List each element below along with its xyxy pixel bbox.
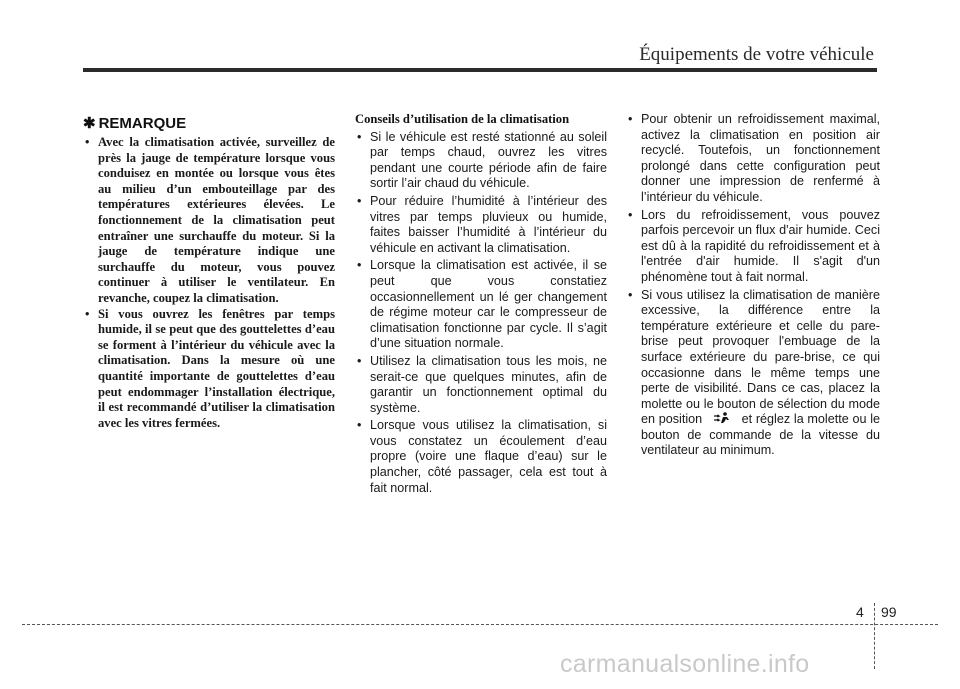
list-item: • Avec la climatisation activée, surveillez de près la jauge de température lorsque vous conduisez en montée ou lorsque vous êtes au milieu d’un embouteillage par des températures extérieures élevées. Le fonctionnement de la climatisation peut entraîner une surchauffe du moteur. Si la jauge de température indique une surchauffe du moteur, vous pouvez continuer à utiliser le ventilateur. En revanche, coupez la climatisation. [83,135,335,307]
list-item: • Utilisez la climatisation tous les mois, ne serait-ce que quelques minutes, afin de garantir un fonctionnement optimal du système. [355,354,607,416]
footer-dashed-rule [22,624,938,625]
asterisk-icon: ✱ [83,115,96,132]
list-item: • Si vous ouvrez les fenêtres par temps humide, il se peut que des gouttelettes d’eau se forment à l’intérieur du véhicule avec la climatisation. Dans la mesure où une quantité importante de gouttelettes d’eau peut endommager l’installation électrique, il est recommandé d’utiliser la climatisation avec les vitres fermées. [83,307,335,432]
page-number: 99 [881,604,897,620]
remark-title-text: REMARQUE [98,115,187,132]
list-item: • Pour obtenir un refroidissement maximal, activez la climatisation en position air recyclé. Toutefois, un fonctionnement prolongé dans cette configuration peut donner une impression de renfermé à l’intérieur du véhicule. [626,112,880,206]
remark-title [83,114,335,132]
more-tips-list [626,112,880,459]
list-item: • Pour réduire l’humidité à l’intérieur des vitres par temps pluvieux ou humide, faites baisser l’humidité à l’intérieur du véhicule en activant la climatisation. [355,194,607,256]
tips-column [355,112,607,498]
section-title: Conseils d’utilisation de la climatisation [355,112,570,126]
chapter-number: 4 [856,604,864,620]
header-rule [83,68,877,72]
page-header-title: Équipements de votre véhicule [639,44,874,65]
tips-list [355,130,607,497]
list-item: • Lors du refroidissement, vous pouvez parfois percevoir un flux d'air humide. Ceci est dû à la rapidité du refroidissement et à l'entrée d'air humide. Il s'agit d'un phénomène tout à fait normal. [626,208,880,286]
footer-vertical-dashed-rule [874,603,875,669]
floor-defrost-mode-icon [712,412,734,424]
watermark: carmanualsonline.info [560,650,810,678]
list-item [626,288,880,460]
list-item: • Lorsque vous utilisez la climatisation, si vous constatez un écoulement d’eau propre (voire une flaque d’eau) sur le plancher, côté passager, cela est tout à fait normal. [355,418,607,496]
list-item: • Lorsque la climatisation est activée, il se peut que vous constatiez occasionnellement un lé ger changement de régime moteur car le compresseur de climatisation fonctionne par cycle. Il s’agit d’une situation normale. [355,258,607,352]
remark-column [83,112,335,431]
list-item-text: et réglez la molette ou le bouton de commande de la vitesse du ventilateur au minimum. [641,412,880,458]
list-item: • Si le véhicule est resté stationné au soleil par temps chaud, ouvrez les vitres pendant une courte période afin de faire sortir l’air chaud du véhicule. [355,130,607,192]
remark-list [83,135,335,431]
more-tips-column [626,112,880,461]
list-item-text: Si vous utilisez la climatisation de manière excessive, la différence entre la température extérieure et celle du pare-brise peut provoquer l'embuage de la surface extérieure du pare-brise, ce qui occasionne dans le même temps une perte de visibilité. Dans ce cas, placez la molette ou le bouton de sélection du mode en position [641,287,880,427]
